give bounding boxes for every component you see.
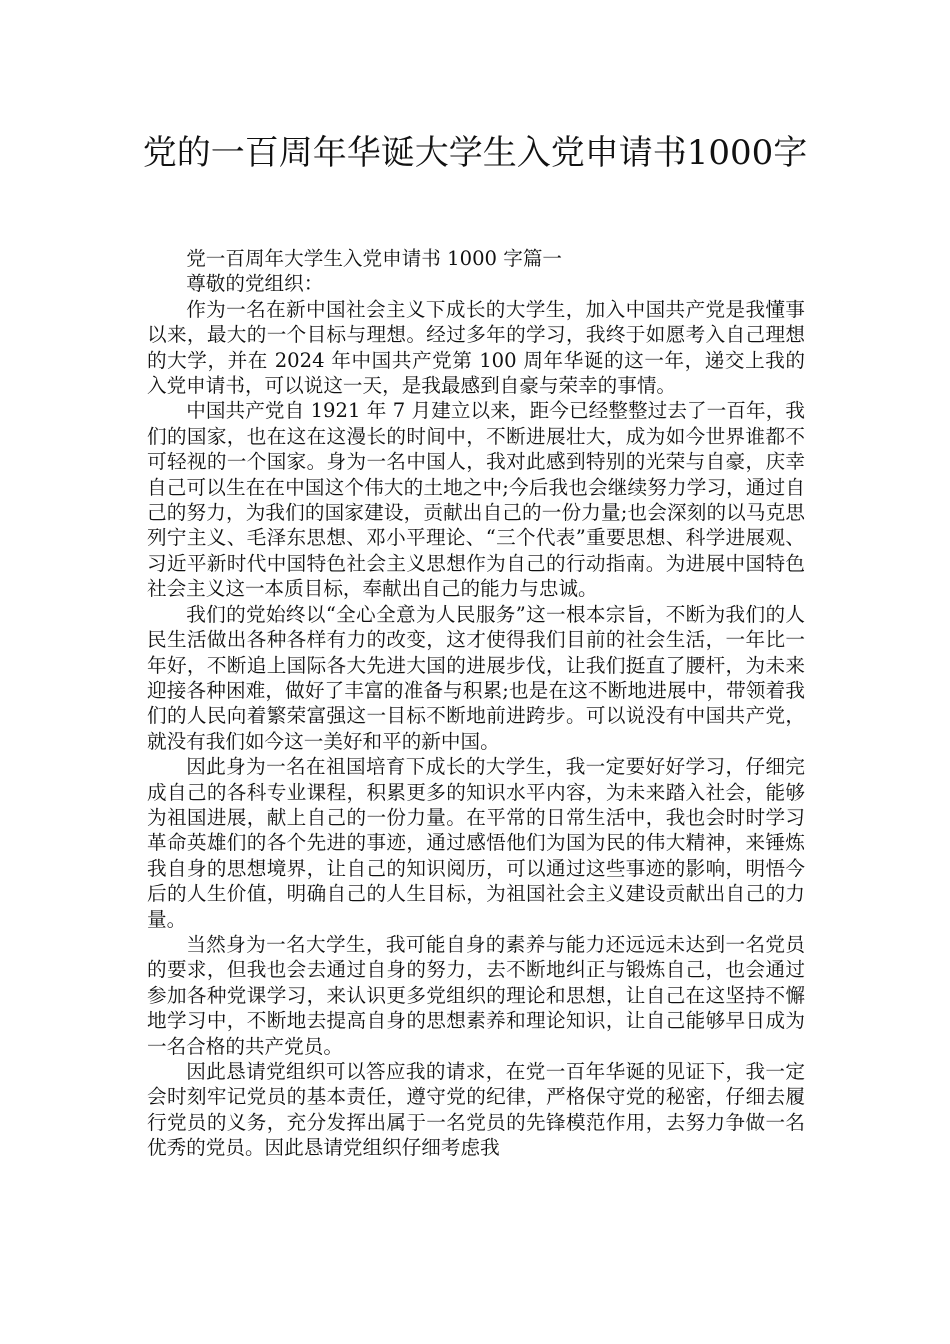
paragraph-3: 我们的党始终以“全心全意为人民服务”这一根本宗旨，不断为我们的人民生活做出各种各样有力的改变，这才使得我们目前的社会生活，一年比一年好，不断追上国际各大先进大国的进展步伐，让我们挺直了腰杆，为未来迎接各种困难，做好了丰富的准备与积累;也是在这不断地进展中，带领着我们的人民向着繁荣富强这一目标不断地前进跨步。可以说没有中国共产党，就没有我们如今这一美好和平的新中国。 bbox=[147, 602, 805, 753]
salutation: 尊敬的党组织： bbox=[186, 272, 324, 296]
paragraph-1: 作为一名在新中国社会主义下成长的大学生，加入中国共产党是我懂事以来，最大的一个目标与理想。经过多年的学习，我终于如愿考入自己理想的大学，并在 2024 年中国共产党第 100 周年华诞的这一年，递交上我的入党申请书，可以说这一天，是我最感到自豪与荣幸的事情。 bbox=[147, 297, 805, 398]
section-heading: 党一百周年大学生入党申请书 1000 字篇一 bbox=[186, 247, 563, 270]
document-title: 党的一百周年华诞大学生入党申请书1000字 bbox=[142, 133, 808, 173]
paragraph-2: 中国共产党自 1921 年 7 月建立以来，距今已经整整过去了一百年，我们的国家，也在这在这漫长的时间中，不断进展壮大，成为如今世界谁都不可轻视的一个国家。身为一名中国人，我对此感到特别的光荣与自豪，庆幸自己可以生在在中国这个伟大的土地之中;今后我也会继续努力学习，通过自己的努力，为我们的国家建设，贡献出自己的一份力量;也会深刻的以马克思列宁主义、毛泽东思想、邓小平理论、“三个代表”重要思想、科学进展观、习近平新时代中国特色社会主义思想作为自己的行动指南。为进展中国特色社会主义这一本质目标，奉献出自己的能力与忠诚。 bbox=[147, 399, 805, 601]
document-body bbox=[147, 246, 805, 1161]
paragraph-5: 当然身为一名大学生，我可能自身的素养与能力还远远未达到一名党员的要求，但我也会去通过自身的努力，去不断地纠正与锻炼自己，也会通过参加各种党课学习，来认识更多党组织的理论和思想，让自己在这坚持不懈地学习中，不断地去提高自身的思想素养和理论知识，让自己能够早日成为一名合格的共产党员。 bbox=[147, 932, 805, 1058]
paragraph-4: 因此身为一名在祖国培育下成长的大学生，我一定要好好学习，仔细完成自己的各科专业课程，积累更多的知识水平内容，为未来踏入社会，能够为祖国进展，献上自己的一份力量。在平常的日常生活中，我也会时时学习革命英雄们的各个先进的事迹，通过感悟他们为国为民的伟大精神，来锤炼我自身的思想境界，让自己的知识阅历，可以通过这些事迹的影响，明悟今后的人生价值，明确自己的人生目标，为祖国社会主义建设贡献出自己的力量。 bbox=[147, 755, 805, 931]
paragraph-6: 因此恳请党组织可以答应我的请求，在党一百年华诞的见证下，我一定会时刻牢记党员的基本责任，遵守党的纪律，严格保守党的秘密，仔细去履行党员的义务，充分发挥出属于一名党员的先锋模范作用，去努力争做一名优秀的党员。因此恳请党组织仔细考虑我 bbox=[147, 1060, 805, 1160]
